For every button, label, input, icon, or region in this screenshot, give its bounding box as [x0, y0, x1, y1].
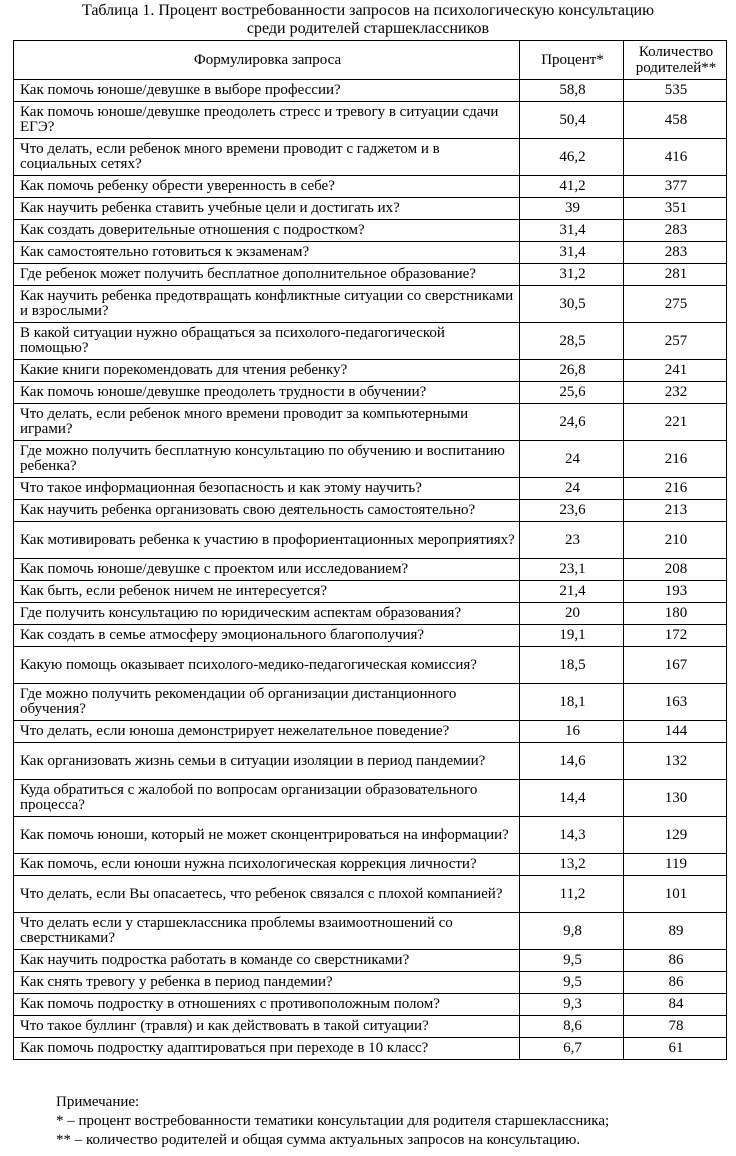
percent-cell: 9,3	[520, 994, 624, 1016]
question-cell: Как помочь юноше/девушке преодолеть стресс и тревогу в ситуации сдачи ЕГЭ?	[14, 102, 520, 139]
table-row	[14, 80, 727, 102]
table-row	[14, 994, 727, 1016]
count-cell: 144	[624, 721, 727, 743]
count-cell: 232	[624, 382, 727, 404]
count-cell: 129	[624, 817, 727, 854]
question-cell: Как научить ребенка предотвращать конфликтные ситуации со сверстниками и взрослыми?	[14, 286, 520, 323]
count-cell: 167	[624, 647, 727, 684]
percent-cell: 31,2	[520, 264, 624, 286]
header-count-line-1: Количество	[638, 44, 714, 60]
percent-cell: 9,5	[520, 972, 624, 994]
table-row	[14, 581, 727, 603]
question-cell: Какую помощь оказывает психолого-медико-педагогическая комиссия?	[14, 647, 520, 684]
count-cell: 416	[624, 139, 727, 176]
percent-cell: 23,6	[520, 500, 624, 522]
count-cell: 213	[624, 500, 727, 522]
table-row	[14, 176, 727, 198]
table-caption	[0, 2, 736, 38]
question-cell: Как помочь юноши, который не может сконцентрироваться на информации?	[14, 817, 520, 854]
count-cell: 210	[624, 522, 727, 559]
question-cell: Что делать, если Вы опасаетесь, что ребенок связался с плохой компанией?	[14, 876, 520, 913]
table-notes	[56, 1093, 609, 1150]
percent-cell: 20	[520, 603, 624, 625]
question-cell: Какие книги порекомендовать для чтения ребенку?	[14, 360, 520, 382]
count-cell: 172	[624, 625, 727, 647]
percent-cell: 18,5	[520, 647, 624, 684]
question-cell: Как помочь юноше/девушке в выборе профессии?	[14, 80, 520, 102]
table-row	[14, 625, 727, 647]
table-row	[14, 102, 727, 139]
table-row	[14, 684, 727, 721]
question-cell: Что делать, если ребенок много времени проводит с гаджетом и в социальных сетях?	[14, 139, 520, 176]
count-cell: 180	[624, 603, 727, 625]
question-cell: Как помочь юноше/девушке с проектом или исследованием?	[14, 559, 520, 581]
percent-cell: 9,8	[520, 913, 624, 950]
header-percent: Процент*	[520, 41, 624, 80]
percent-cell: 18,1	[520, 684, 624, 721]
percent-cell: 16	[520, 721, 624, 743]
table-row	[14, 721, 727, 743]
header-count	[624, 41, 727, 80]
question-cell: Как снять тревогу у ребенка в период пандемии?	[14, 972, 520, 994]
percent-cell: 19,1	[520, 625, 624, 647]
question-cell: Что такое буллинг (травля) и как действовать в такой ситуации?	[14, 1016, 520, 1038]
table-row	[14, 603, 727, 625]
caption-line-1: Таблица 1. Процент востребованности запросов на психологическую консультацию	[81, 2, 655, 19]
percent-cell: 30,5	[520, 286, 624, 323]
percent-cell: 24	[520, 478, 624, 500]
question-cell: Как научить ребенка организовать свою деятельность самостоятельно?	[14, 500, 520, 522]
table-header-row	[14, 41, 727, 80]
table-row	[14, 647, 727, 684]
question-cell: Что делать, если юноша демонстрирует нежелательное поведение?	[14, 721, 520, 743]
count-cell: 221	[624, 404, 727, 441]
count-cell: 86	[624, 972, 727, 994]
count-cell: 84	[624, 994, 727, 1016]
percent-cell: 50,4	[520, 102, 624, 139]
table-row	[14, 972, 727, 994]
question-cell: Где получить консультацию по юридическим аспектам образования?	[14, 603, 520, 625]
question-cell: Как организовать жизнь семьи в ситуации изоляции в период пандемии?	[14, 743, 520, 780]
count-cell: 89	[624, 913, 727, 950]
percent-cell: 41,2	[520, 176, 624, 198]
count-cell: 130	[624, 780, 727, 817]
table-row	[14, 478, 727, 500]
count-cell: 119	[624, 854, 727, 876]
question-cell: Где ребенок может получить бесплатное дополнительное образование?	[14, 264, 520, 286]
note-percent: * – процент востребованности тематики консультации для родителя старшеклассника;	[56, 1113, 610, 1129]
question-cell: Как помочь подростку в отношениях с противоположным полом?	[14, 994, 520, 1016]
table-row	[14, 854, 727, 876]
table-row	[14, 1016, 727, 1038]
table-row	[14, 382, 727, 404]
count-cell: 257	[624, 323, 727, 360]
table-row	[14, 360, 727, 382]
table-row	[14, 404, 727, 441]
count-cell: 86	[624, 950, 727, 972]
count-cell: 275	[624, 286, 727, 323]
count-cell: 351	[624, 198, 727, 220]
percent-cell: 8,6	[520, 1016, 624, 1038]
question-cell: Куда обратиться с жалобой по вопросам организации образовательного процесса?	[14, 780, 520, 817]
table-row	[14, 323, 727, 360]
percent-cell: 31,4	[520, 220, 624, 242]
table-row	[14, 220, 727, 242]
header-count-line-2: родителей**	[635, 60, 717, 76]
table-row	[14, 876, 727, 913]
count-cell: 458	[624, 102, 727, 139]
question-cell: В какой ситуации нужно обращаться за психолого-педагогической помощью?	[14, 323, 520, 360]
notes-title: Примечание:	[56, 1094, 140, 1110]
percent-cell: 46,2	[520, 139, 624, 176]
percent-cell: 11,2	[520, 876, 624, 913]
count-cell: 283	[624, 242, 727, 264]
percent-cell: 13,2	[520, 854, 624, 876]
percent-cell: 14,4	[520, 780, 624, 817]
table-row	[14, 198, 727, 220]
table-row	[14, 817, 727, 854]
header-question: Формулировка запроса	[14, 41, 520, 80]
table-row	[14, 522, 727, 559]
table-row	[14, 139, 727, 176]
question-cell: Как быть, если ребенок ничем не интересуется?	[14, 581, 520, 603]
count-cell: 283	[624, 220, 727, 242]
question-cell: Что делать если у старшеклассника проблемы взаимоотношений со сверстниками?	[14, 913, 520, 950]
caption-line-2: среди родителей старшеклассников	[246, 20, 490, 37]
table-row	[14, 242, 727, 264]
count-cell: 78	[624, 1016, 727, 1038]
count-cell: 193	[624, 581, 727, 603]
percent-cell: 21,4	[520, 581, 624, 603]
count-cell: 61	[624, 1038, 727, 1060]
question-cell: Как помочь юноше/девушке преодолеть трудности в обучении?	[14, 382, 520, 404]
table-row	[14, 559, 727, 581]
percent-cell: 28,5	[520, 323, 624, 360]
question-cell: Что делать, если ребенок много времени проводит за компьютерными играми?	[14, 404, 520, 441]
percent-cell: 24	[520, 441, 624, 478]
percent-cell: 58,8	[520, 80, 624, 102]
question-cell: Как создать в семье атмосферу эмоционального благополучия?	[14, 625, 520, 647]
count-cell: 208	[624, 559, 727, 581]
requests-table	[13, 40, 727, 1060]
count-cell: 101	[624, 876, 727, 913]
table-row	[14, 441, 727, 478]
table-row	[14, 743, 727, 780]
percent-cell: 24,6	[520, 404, 624, 441]
percent-cell: 9,5	[520, 950, 624, 972]
table-row	[14, 950, 727, 972]
table-row	[14, 1038, 727, 1060]
count-cell: 241	[624, 360, 727, 382]
count-cell: 163	[624, 684, 727, 721]
count-cell: 216	[624, 478, 727, 500]
question-cell: Как самостоятельно готовиться к экзаменам?	[14, 242, 520, 264]
percent-cell: 26,8	[520, 360, 624, 382]
count-cell: 281	[624, 264, 727, 286]
percent-cell: 14,3	[520, 817, 624, 854]
question-cell: Как научить подростка работать в команде со сверстниками?	[14, 950, 520, 972]
count-cell: 377	[624, 176, 727, 198]
table-row	[14, 264, 727, 286]
question-cell: Как помочь, если юноши нужна психологическая коррекция личности?	[14, 854, 520, 876]
table-row	[14, 780, 727, 817]
question-cell: Как помочь ребенку обрести уверенность в себе?	[14, 176, 520, 198]
question-cell: Где можно получить бесплатную консультацию по обучению и воспитанию ребенка?	[14, 441, 520, 478]
percent-cell: 25,6	[520, 382, 624, 404]
count-cell: 535	[624, 80, 727, 102]
percent-cell: 23	[520, 522, 624, 559]
table-row	[14, 286, 727, 323]
question-cell: Что такое информационная безопасность и как этому научить?	[14, 478, 520, 500]
question-cell: Где можно получить рекомендации об организации дистанционного обучения?	[14, 684, 520, 721]
note-count: ** – количество родителей и общая сумма актуальных запросов на консультацию.	[56, 1132, 581, 1148]
percent-cell: 23,1	[520, 559, 624, 581]
percent-cell: 39	[520, 198, 624, 220]
question-cell: Как мотивировать ребенка к участию в профориентационных мероприятиях?	[14, 522, 520, 559]
percent-cell: 14,6	[520, 743, 624, 780]
question-cell: Как научить ребенка ставить учебные цели и достигать их?	[14, 198, 520, 220]
percent-cell: 31,4	[520, 242, 624, 264]
table-row	[14, 500, 727, 522]
question-cell: Как создать доверительные отношения с подростком?	[14, 220, 520, 242]
count-cell: 216	[624, 441, 727, 478]
percent-cell: 6,7	[520, 1038, 624, 1060]
question-cell: Как помочь подростку адаптироваться при переходе в 10 класс?	[14, 1038, 520, 1060]
table-row	[14, 913, 727, 950]
count-cell: 132	[624, 743, 727, 780]
